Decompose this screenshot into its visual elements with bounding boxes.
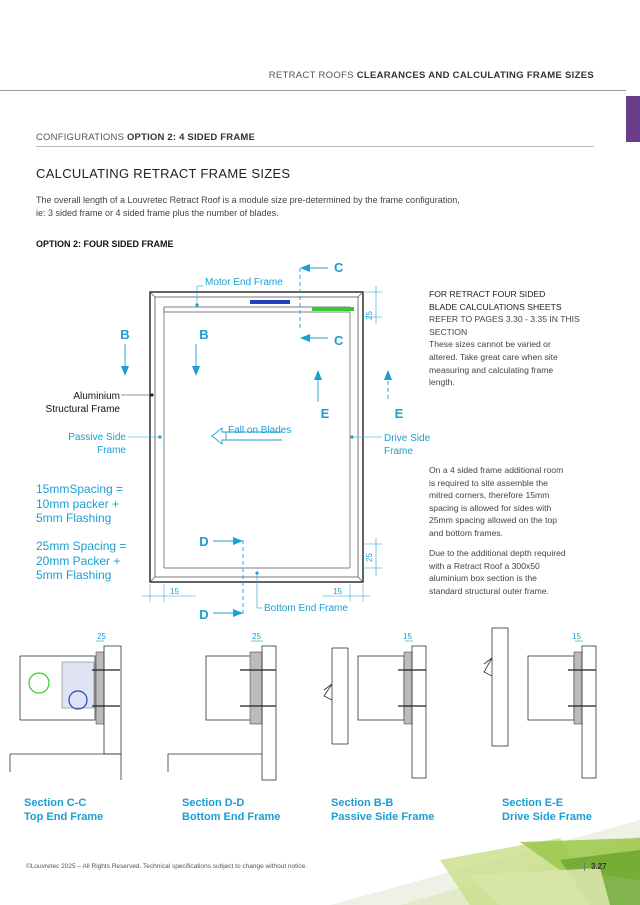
header-prefix: RETRACT ROOFS	[268, 70, 354, 81]
aluminium-label: Structural Frame	[45, 404, 120, 415]
section-title: Section B-B	[331, 797, 394, 809]
header-title: CLEARANCES AND CALCULATING FRAME SIZES	[356, 70, 594, 81]
page-number: 3.27	[584, 862, 607, 871]
section-mark-e: E	[394, 406, 404, 421]
section-mark-c: C	[334, 260, 344, 275]
section-label-dd	[182, 796, 280, 824]
section-title: Section C-C	[24, 797, 87, 809]
section-title: Section E-E	[502, 797, 564, 809]
fall-arrow-icon	[212, 428, 226, 444]
assembly-line: is required to site assemble the	[429, 477, 548, 488]
structural-line: with a Retract Roof a 300x50	[429, 560, 540, 571]
dim-15-left: 15	[170, 587, 179, 596]
spacing25-line: 25mm Spacing =	[36, 539, 127, 553]
caution-line: length.	[429, 377, 455, 388]
section-mark-d: D	[199, 607, 209, 622]
inner-frame	[155, 297, 358, 577]
section-dim: 15	[572, 632, 581, 641]
caution-line: altered. Take great care when site	[429, 351, 558, 362]
section-cc-drawing	[10, 632, 121, 780]
section-details	[0, 620, 640, 790]
copyright-notice: ©Louvretec 2025 – All Rights Reserved. Technical specifications subject to change without notice.	[26, 863, 308, 870]
fall-label: Fall on Blades	[228, 425, 292, 436]
drive-side-label: Frame	[384, 446, 413, 457]
passive-side-label: Passive Side	[68, 432, 126, 443]
intro-line: ie: 3 sided frame or 4 sided frame plus the number of blades.	[36, 208, 279, 218]
caution-line: measuring and calculating frame	[429, 364, 554, 375]
spacing15-line: 15mmSpacing =	[36, 482, 124, 496]
section-label-cc	[24, 796, 103, 824]
assembly-line: spacing is allowed for sides with	[429, 502, 552, 513]
assembly-line: 25mm spacing allowed on the top	[429, 515, 558, 526]
section-tab	[626, 96, 640, 142]
structural-line: standard structural outer frame.	[429, 585, 549, 596]
frame-diagram	[0, 250, 431, 622]
section-dd-drawing	[168, 632, 276, 780]
header-rule	[0, 90, 626, 91]
intro-line: The overall length of a Louvretec Retract Roof is a module size pre-determined by the frame configuration,	[36, 195, 460, 205]
config-rule	[36, 146, 594, 147]
spacing25-line: 20mm Packer +	[36, 554, 121, 568]
ref-line: SECTION	[429, 326, 468, 337]
section-label-bb	[331, 796, 434, 824]
passive-side-label: Frame	[97, 445, 126, 456]
section-title: Section D-D	[182, 797, 245, 809]
assembly-line: and bottom frames.	[429, 527, 504, 538]
ref-caps-line: BLADE CALCULATIONS SHEETS	[429, 301, 562, 312]
assembly-line: mitred corners, therefore 15mm	[429, 490, 550, 501]
ref-line: REFER TO PAGES 3.30 - 3.35 IN THIS	[429, 314, 580, 325]
motor-bar	[250, 300, 290, 304]
section-ee-drawing	[484, 628, 596, 778]
section-bb-drawing	[324, 632, 426, 778]
section-subtitle: Drive Side Frame	[502, 811, 592, 823]
aluminium-label: Aluminium	[73, 391, 120, 402]
section-dim: 25	[252, 632, 261, 641]
section-mark-b: B	[199, 327, 209, 342]
structural-line: aluminium box section is the	[429, 573, 537, 584]
configuration-label	[36, 132, 255, 143]
spacing15-line: 5mm Flashing	[36, 511, 112, 525]
section-subtitle: Passive Side Frame	[331, 811, 435, 823]
motor-end-label: Motor End Frame	[205, 277, 283, 288]
section-subtitle: Bottom End Frame	[182, 811, 281, 823]
section-label-ee	[502, 796, 592, 824]
intro-paragraph	[36, 194, 506, 220]
section-mark-d: D	[199, 534, 209, 549]
config-title: OPTION 2: 4 SIDED FRAME	[126, 132, 256, 143]
ref-caps-line: FOR RETRACT FOUR SIDED	[429, 289, 546, 299]
option-heading: OPTION 2: FOUR SIDED FRAME	[36, 239, 174, 249]
section-mark-c: C	[334, 333, 344, 348]
spacing15-line: 10mm packer +	[36, 497, 120, 511]
section-subtitle: Top End Frame	[24, 811, 104, 823]
page-header	[269, 70, 594, 81]
dim-25-bottom: 25	[365, 553, 374, 562]
bottom-end-label: Bottom End Frame	[264, 603, 348, 614]
drive-bar	[312, 307, 354, 311]
dim-25-top: 25	[365, 311, 374, 320]
section-dim: 25	[97, 632, 106, 641]
spacing25-line: 5mm Flashing	[36, 568, 112, 582]
structural-note	[429, 547, 595, 597]
reference-note	[429, 288, 595, 389]
drive-side-label: Drive Side	[384, 433, 431, 444]
structural-line: Due to the additional depth required	[429, 548, 566, 558]
page-title: CALCULATING RETRACT FRAME SIZES	[36, 166, 291, 181]
config-prefix: CONFIGURATIONS	[36, 132, 125, 143]
assembly-note	[429, 464, 595, 540]
section-dim: 15	[403, 632, 412, 641]
assembly-line: On a 4 sided frame additional room	[429, 465, 564, 475]
section-mark-b: B	[120, 327, 130, 342]
section-mark-e: E	[320, 406, 330, 421]
caution-line: These sizes cannot be varied or	[429, 339, 551, 350]
outer-frame	[150, 292, 363, 582]
dim-15-right: 15	[333, 587, 342, 596]
